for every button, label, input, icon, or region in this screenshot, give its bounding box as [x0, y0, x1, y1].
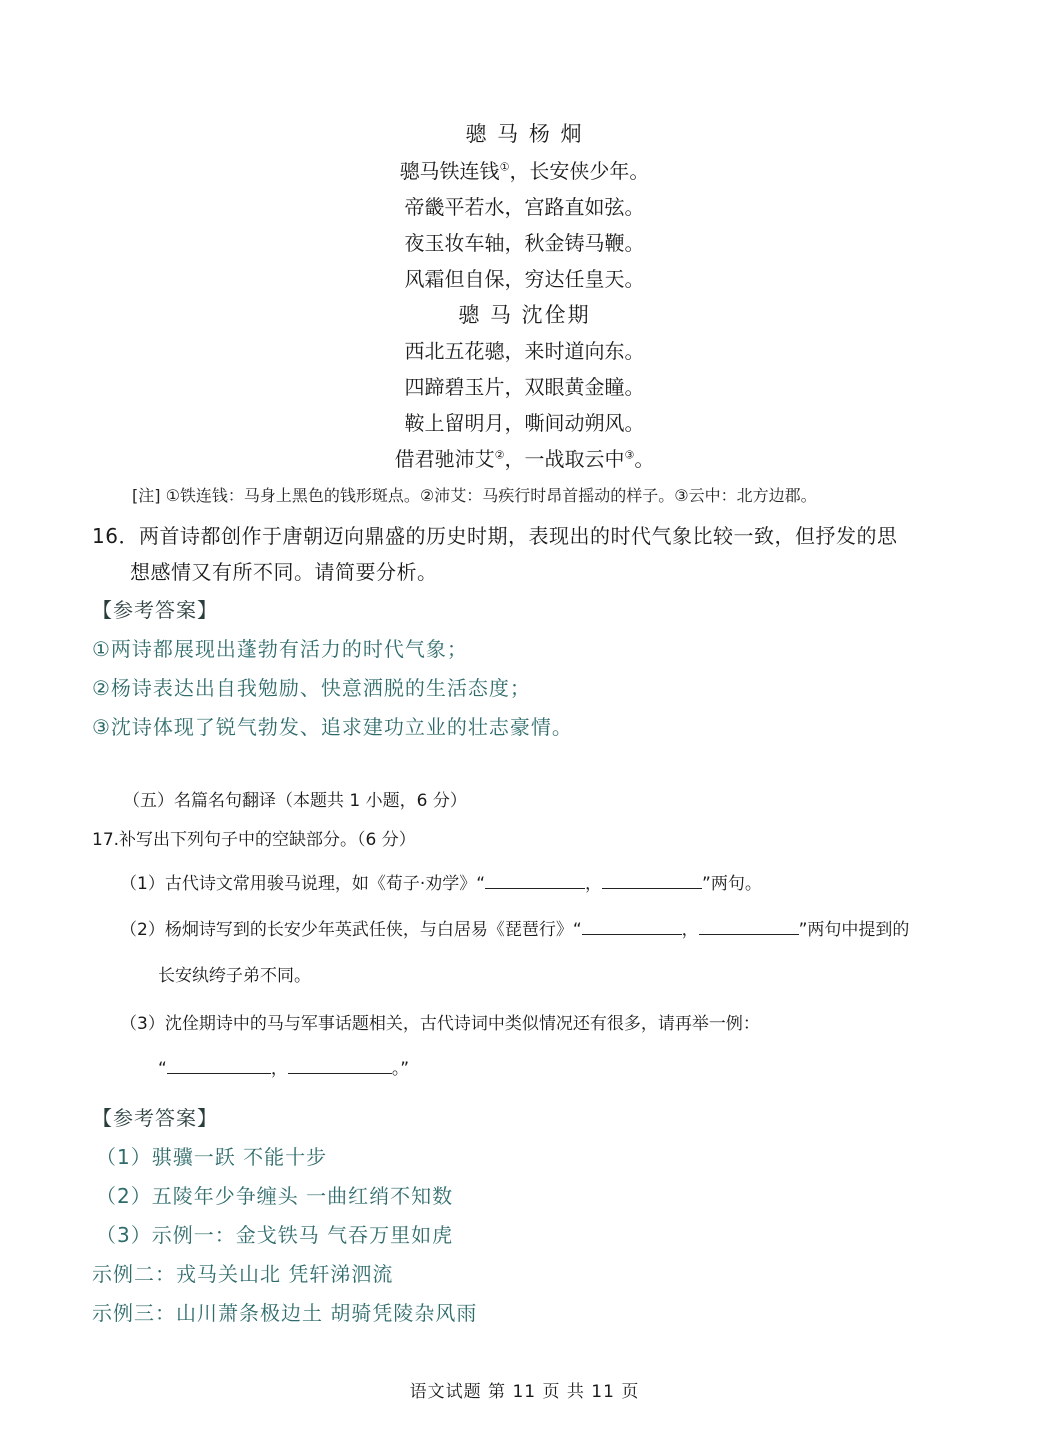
answer-16-heading: 【参考答案】 — [92, 598, 218, 622]
question-16-line-1: 16．两首诗都创作于唐朝迈向鼎盛的历史时期，表现出的时代气象比较一致，但抒发的思 — [92, 524, 898, 548]
blank-3b — [288, 1057, 392, 1074]
sub-2-text: （2）杨炯诗写到的长安少年英武任侠，与白居易《琵琶行》“ — [120, 920, 582, 940]
question-17-stem: 17.补写出下列句子中的空缺部分。（6 分） — [92, 830, 416, 850]
footnote-marker-2: ② — [494, 448, 505, 462]
poem1-line-1 — [0, 155, 1049, 184]
blank-1b — [602, 872, 702, 889]
poem1-title: 骢 马 杨 炯 — [465, 122, 584, 146]
blank-3a — [167, 1057, 271, 1074]
page-footer: 语文试题 第 11 页 共 11 页 — [409, 1382, 640, 1402]
answer-16-item-3: ③沈诗体现了锐气勃发、追求建功立业的壮志豪情。 — [92, 715, 573, 739]
question-17-sub-2 — [120, 915, 909, 940]
question-17-sub-3-blanks — [158, 1054, 409, 1079]
poem2-line-4-text: 借君驰沛艾 — [394, 447, 495, 471]
footnote-marker-1: ① — [499, 160, 510, 174]
blank-2a — [582, 918, 682, 935]
poem2-line-2: 四蹄碧玉片，双眼黄金瞳。 — [404, 375, 645, 399]
answer-16-item-1: ①两诗都展现出蓬勃有活力的时代气象； — [92, 637, 468, 661]
sub-1-sep: ， — [585, 874, 603, 894]
poem1-line-3: 夜玉妆车轴，秋金铸马鞭。 — [404, 231, 645, 255]
answer-16-item-2: ②杨诗表达出自我勉励、快意洒脱的生活态度； — [92, 676, 531, 700]
sub-2-end: ”两句中提到的 — [798, 920, 910, 940]
answer-17-item-2: （2）五陵年少争缠头 一曲红绡不知数 — [96, 1184, 454, 1208]
sub-3-end: 。” — [391, 1059, 410, 1079]
blank-2b — [699, 918, 799, 935]
sub-3-open-quote: “ — [158, 1059, 167, 1079]
poem-notes: [注] ①铁连钱：马身上黑色的钱形斑点。②沛艾：马疾行时昂首摇动的样子。③云中：北方边郡。 — [132, 486, 817, 505]
poem2-line-3: 鞍上留明月，嘶间动朔风。 — [404, 411, 645, 435]
question-17-sub-3: （3）沈佺期诗中的马与军事话题相关，古代诗词中类似情况还有很多，请再举一例： — [120, 1014, 760, 1034]
poem1-line-1-text: 骢马铁连钱 — [399, 159, 500, 183]
question-17-sub-2-cont: 长安纨绔子弟不同。 — [158, 966, 311, 986]
answer-17-item-3: （3）示例一：金戈铁马 气吞万里如虎 — [96, 1223, 454, 1247]
poem2-title: 骢 马 沈佺期 — [458, 303, 591, 327]
poem2-line-4-end: 。 — [634, 447, 655, 471]
answer-17-heading: 【参考答案】 — [92, 1106, 218, 1130]
section-5-heading: （五）名篇名句翻译（本题共 1 小题，6 分） — [123, 791, 467, 811]
poem2-line-4 — [0, 443, 1049, 472]
sub-2-sep: ， — [681, 920, 699, 940]
question-17-sub-1 — [120, 869, 762, 894]
answer-17-item-5: 示例三：山川萧条极边土 胡骑凭陵杂风雨 — [92, 1301, 478, 1325]
footnote-marker-3: ③ — [624, 448, 635, 462]
poem2-line-1: 西北五花骢，来时道向东。 — [404, 339, 645, 363]
poem1-line-1-rest: ，长安侠少年。 — [509, 159, 650, 183]
answer-17-item-4: 示例二：戎马关山北 凭轩涕泗流 — [92, 1262, 394, 1286]
sub-1-text: （1）古代诗文常用骏马说理，如《荀子·劝学》“ — [120, 874, 486, 894]
poem1-line-4: 风霜但自保，穷达任皇天。 — [404, 267, 645, 291]
question-16-line-2: 想感情又有所不同。请简要分析。 — [130, 560, 438, 584]
blank-1a — [485, 872, 585, 889]
answer-17-item-1: （1）骐骥一跃 不能十步 — [96, 1145, 328, 1169]
sub-1-end: ”两句。 — [702, 874, 762, 894]
poem1-line-2: 帝畿平若水，宫路直如弦。 — [404, 195, 645, 219]
poem2-line-4-mid: ，一战取云中 — [504, 447, 625, 471]
sub-3-sep: ， — [270, 1059, 288, 1079]
